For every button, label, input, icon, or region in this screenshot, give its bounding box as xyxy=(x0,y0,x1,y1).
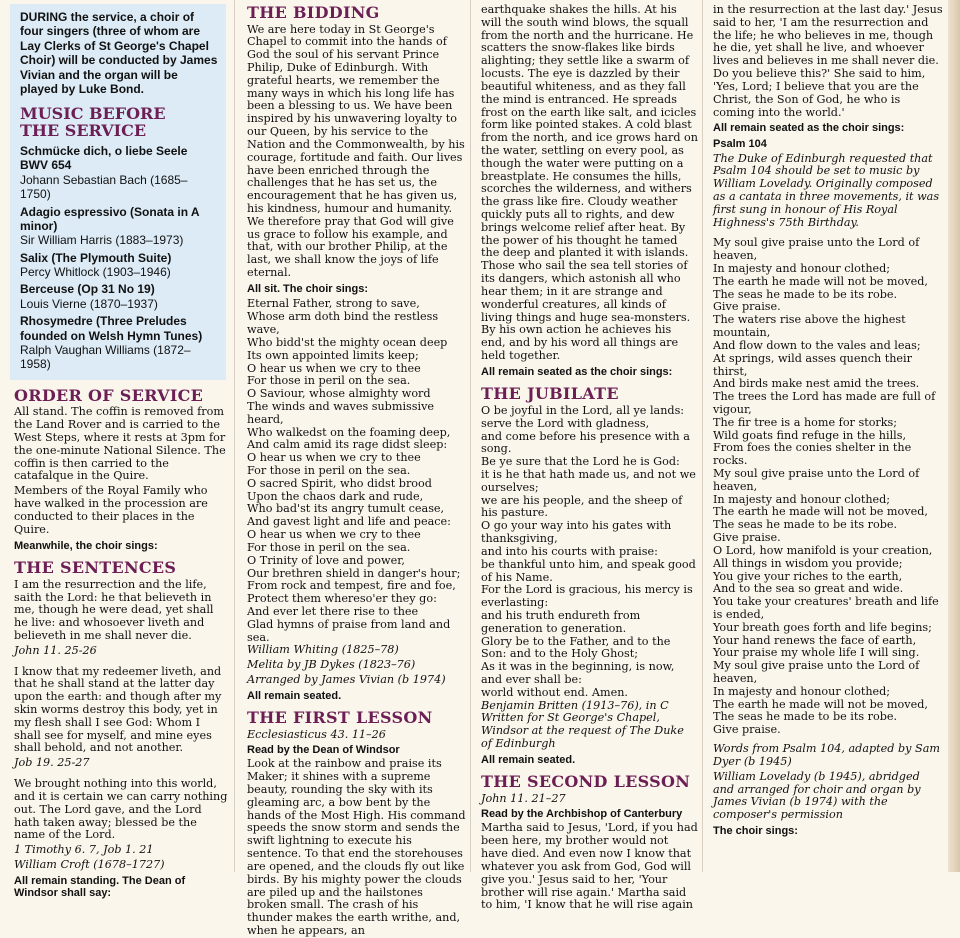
jubilate-line: and come before his presence with a song. xyxy=(481,429,690,456)
psalm-line: Wild goats find refuge in the hills, xyxy=(713,428,907,442)
music-before-heading xyxy=(20,106,218,140)
psalm-line: Your breath goes forth and life begins; xyxy=(713,620,932,634)
remain-seated-choir-rubric: All remain seated as the choir sings: xyxy=(481,365,673,378)
psalm-line: O Lord, how manifold is your creation, xyxy=(713,543,933,557)
hymn-line: Glad hymns of praise from land and sea. xyxy=(247,617,451,644)
piece-title: Schmücke dich, o liebe Seele BWV 654 xyxy=(20,143,188,173)
music-before-heading-line-1: MUSIC BEFORE xyxy=(20,104,166,124)
piece-composer: Johann Sebastian Bach (1685–1750) xyxy=(20,172,188,202)
psalm-line: You give your riches to the earth, xyxy=(713,569,903,583)
sentence-text: We brought nothing into this world, and it is certain we can carry nothing out. The Lord gave, and the Lord hath taken away; blessed be the name of the Lord. xyxy=(14,777,228,842)
hymn-line: Protect them whereso'er they go: xyxy=(247,592,437,606)
first-lesson-text: Look at the rainbow and praise its Maker; it shines with a supreme beauty, rounding the sky with its gleaming arc, a bow bent by the hands of the Most High. His command speeds the snow storm and sends the swift lightning to execute his sentence. To that end the storehouses are opened, and the clouds fly out like birds. By his mighty power the clouds are piled up and the hailstones broken small. The crash of his thunder makes the earth writhe, and, when he appears, an xyxy=(247,757,466,937)
jubilate-text xyxy=(481,405,698,700)
psalm-line: From foes the conies shelter in the rocks. xyxy=(713,441,912,468)
second-lesson-reader: Read by the Archbishop of Canterbury xyxy=(481,807,683,820)
second-lesson-continued: in the resurrection at the last day.' Jesus said to her, 'I am the resurrection and the life; he who believes in me, though he die, yet shall he live, and whoever lives and believes in me shall never die. Do you believe this?' She said to him, 'Yes, Lord; I believe that you are the Christ, the Son of God, he who is coming into the world.' xyxy=(713,3,943,119)
hymn-line: For those in peril on the sea. xyxy=(247,374,411,388)
hymn-credit: Melita by JB Dykes (1823–76) xyxy=(247,658,416,672)
sentence-text: I know that my redeemer liveth, and that he shall stand at the latter day upon the earth: and though after my skin worms destroy this body, yet in my flesh shall I see God: Whom I shall see for myself, and mine eyes shall behold, and not another. xyxy=(14,664,222,755)
sentence-text: I am the resurrection and the life, saith the Lord: he that believeth in me, though he were dead, yet shall he live: and whosoever liveth and believeth in me shall never die. xyxy=(14,577,214,642)
second-lesson-heading: THE SECOND LESSON xyxy=(481,772,691,792)
sentences-heading: THE SENTENCES xyxy=(14,558,177,578)
hymn-line: O hear us when we cry to thee xyxy=(247,361,421,375)
jubilate-heading: THE JUBILATE xyxy=(481,384,619,404)
hymn-line: O hear us when we cry to thee xyxy=(247,528,421,542)
hymn-line: And ever let there rise to thee xyxy=(247,604,419,618)
first-lesson-reference: Ecclesiasticus 43. 11–26 xyxy=(247,728,386,741)
piece-composer: Louis Vierne (1870–1937) xyxy=(20,296,158,311)
remain-standing-rubric: All remain standing. The Dean of Windsor shall say: xyxy=(14,874,186,900)
hymn-line: Upon the chaos dark and rude, xyxy=(247,489,424,503)
hymn-line: Who walkedst on the foaming deep, xyxy=(247,425,451,439)
psalm-line: The seas he made to be its robe. xyxy=(713,287,898,301)
music-before-heading-line-2: THE SERVICE xyxy=(20,121,147,141)
psalm-line: My soul give praise unto the Lord of heaven, xyxy=(713,467,920,493)
sit-choir-rubric: All sit. The choir sings: xyxy=(247,282,369,295)
psalm-credit: Words from Psalm 104, adapted by Sam Dyer (b 1945) xyxy=(713,742,940,768)
psalm-line: The seas he made to be its robe. xyxy=(713,518,898,532)
jubilate-line: For the Lord is gracious, his mercy is everlasting: xyxy=(481,583,693,610)
music-piece xyxy=(20,144,218,202)
jubilate-credit: Benjamin Britten (1913–76), in C Written for St George's Chapel, Windsor at the request of The Duke of Edinburgh xyxy=(481,698,684,751)
jubilate-line: O go your way into his gates with thanksgiving, xyxy=(481,519,672,546)
sentence-reference: Job 19. 25-27 xyxy=(14,756,90,770)
psalm-line: Your praise my whole life I will sing. xyxy=(713,646,920,660)
hymn-line: Eternal Father, strong to save, xyxy=(247,297,420,311)
sentence-reference: John 11. 25-26 xyxy=(14,643,97,657)
piece-title: Adagio espressivo (Sonata in A minor) xyxy=(20,204,200,233)
psalm-line: Give praise. xyxy=(713,723,781,737)
psalm-line: The earth he made will not be moved, xyxy=(713,505,928,519)
jubilate-line: serve the Lord with gladness, xyxy=(481,416,650,430)
piece-composer: Sir William Harris (1883–1973) xyxy=(20,233,184,248)
music-piece xyxy=(20,205,218,248)
meanwhile-rubric: Meanwhile, the choir sings: xyxy=(14,539,158,552)
order-of-service-heading: ORDER OF SERVICE xyxy=(14,385,204,405)
remain-seated-rubric: All remain seated. xyxy=(481,753,576,766)
first-lesson-reader: Read by the Dean of Windsor xyxy=(247,743,400,756)
hymn-line: Who bad'st its angry tumult cease, xyxy=(247,502,445,516)
column-2 xyxy=(234,0,470,937)
hymn-line: O sacred Spirit, who didst brood xyxy=(247,476,432,490)
jubilate-line: and his truth endureth from generation to generation. xyxy=(481,608,641,635)
hymn-line: Its own appointed limits keep; xyxy=(247,348,419,362)
psalm-line: My soul give praise unto the Lord of heaven, xyxy=(713,236,920,263)
hymn-line: Whose arm doth bind the restless wave, xyxy=(247,310,439,337)
column-4 xyxy=(702,0,948,872)
hymn-line: Our brethren shield in danger's hour; xyxy=(247,566,461,580)
hymn-line: For those in peril on the sea. xyxy=(247,464,411,477)
psalm-line: Give praise. xyxy=(713,300,781,314)
bidding-heading: THE BIDDING xyxy=(247,3,380,22)
hymn-line: And calm amid its rage didst sleep: xyxy=(247,438,448,452)
jubilate-line: Glory be to the Father, and to the Son: and to the Holy Ghost; xyxy=(481,634,671,661)
hymn-line: O Saviour, whose almighty word xyxy=(247,387,431,401)
psalm-line: The earth he made will not be moved, xyxy=(713,274,928,288)
piece-title: Salix (The Plymouth Suite) xyxy=(20,250,172,265)
psalm-line: At springs, wild asses quench their thirst, xyxy=(713,351,912,378)
psalm-line: The seas he made to be its robe. xyxy=(713,710,898,724)
jubilate-line: it is he that hath made us, and not we ourselves; xyxy=(481,468,696,494)
music-piece xyxy=(20,282,218,311)
psalm-line: The fir tree is a home for storks; xyxy=(713,415,898,429)
psalm-line: In majesty and honour clothed; xyxy=(713,262,891,275)
sentence-composer: William Croft (1678–1727) xyxy=(14,857,165,871)
remain-seated-rubric: All remain seated. xyxy=(247,689,342,702)
first-lesson-heading: THE FIRST LESSON xyxy=(247,708,433,728)
music-before-service-box xyxy=(10,4,226,380)
music-piece xyxy=(20,314,218,372)
hymn-line: O Trinity of love and power, xyxy=(247,553,405,567)
psalm-credit: William Lovelady (b 1945), abridged and arranged for choir and organ by James Vivian (b 1974) with the composer's permission xyxy=(713,769,921,822)
column-1 xyxy=(0,0,234,900)
second-lesson-reference: John 11. 21–27 xyxy=(481,792,566,806)
psalm-line: Your hand renews the face of earth, xyxy=(713,633,917,647)
jubilate-line: Be ye sure that the Lord he is God: xyxy=(481,455,680,469)
hymn-credit: Arranged by James Vivian (b 1974) xyxy=(247,673,446,686)
jubilate-line: and into his courts with praise: xyxy=(481,544,658,558)
psalm-line: And to the sea so great and wide. xyxy=(713,582,904,596)
column-3 xyxy=(470,0,702,912)
hymn-line: And gavest light and life and peace: xyxy=(247,515,451,529)
hymn-line: Who bidd'st the mighty ocean deep xyxy=(247,335,448,349)
psalm-line: My soul give praise unto the Lord of heaven, xyxy=(713,659,920,685)
jubilate-line: we are his people, and the sheep of his pasture. xyxy=(481,493,683,520)
psalm-line: The trees the Lord has made are full of vigour, xyxy=(713,390,936,416)
piece-composer: Ralph Vaughan Williams (1872–1958) xyxy=(20,343,191,372)
psalm-line: And flow down to the vales and leas; xyxy=(713,338,921,352)
music-piece xyxy=(20,251,218,280)
psalm-line: And birds make nest amid the trees. xyxy=(713,377,920,391)
psalm-line: You take your creatures' breath and life is ended, xyxy=(713,595,939,621)
second-lesson-text: Martha said to Jesus, 'Lord, if you had been here, my brother would not have died. And even now I know that whatever you ask from God, God will give you.' Jesus said to her, 'Your brother will rise again.' Martha said to him, 'I know that he will rise again xyxy=(481,821,698,912)
hymn-line: For those in peril on the sea. xyxy=(247,540,411,554)
piece-title: Rhosymedre (Three Preludes founded on Welsh Hymn Tunes) xyxy=(20,314,203,343)
psalm-line: All things in wisdom you provide; xyxy=(713,556,903,570)
choir-sings-rubric: The choir sings: xyxy=(713,824,798,837)
sentence-reference: 1 Timothy 6. 7, Job 1. 21 xyxy=(14,843,154,857)
page-edge xyxy=(948,0,960,872)
piece-title: Berceuse (Op 31 No 19) xyxy=(20,282,155,297)
psalm-line: The earth he made will not be moved, xyxy=(713,697,928,711)
jubilate-line: As it was in the beginning, is now, and ever shall be: xyxy=(481,660,675,686)
jubilate-line: O be joyful in the Lord, all ye lands: xyxy=(481,403,685,417)
piece-composer: Percy Whitlock (1903–1946) xyxy=(20,265,171,280)
psalm-note: The Duke of Edinburgh requested that Psalm 104 should be set to music by William Lovelady. Originally composed as a cantata in three movements, it was first sung in honour of His Royal Highness's 75th Birthday. xyxy=(713,151,940,229)
bidding-text: We are here today in St George's Chapel to commit into the hands of God the soul of his servant Prince Philip, Duke of Edinburgh. With grateful hearts, we remember the many ways in which his long life has been a blessing to us. We have been inspired by his unwavering loyalty to our Queen, by his service to the Nation and the Commonwealth, by his courage, fortitude and faith. Our lives have been enriched through the challenges that he has set us, the encouragement that he has given us, his kindness, humour and humanity. We therefore pray that God will give us grace to follow his example, and that, with our brother Philip, at the last, we shall know the joys of life eternal. xyxy=(247,22,465,280)
psalm-title: Psalm 104 xyxy=(713,137,767,150)
first-lesson-continued: earthquake shakes the hills. At his will the south wind blows, the squall from the north and the hurricane. He scatters the snow-flakes like birds alighting; they settle like a swarm of locusts. The eye is dazzled by their beautiful whiteness, and as they fall the mind is entranced. He spreads frost on the earth like salt, and icicles form like pointed stakes. A cold blast from the north, and ice grows hard on the water, settling on every pool, as though the water were putting on a breastplate. He consumes the hills, scorches the wilderness, and withers the grass like fire. Cloudy weather quickly puts all to rights, and dew brings welcome relief after heat. By the power of his thought he tamed the deep and planted it with islands. Those who sail the sea tell stories of its dangers, which astonish all who hear them; in it are strange and wonderful creatures, all kinds of living things and huge sea-monsters. By his own action he achieves his end, and by his word all things are held together. xyxy=(481,3,698,362)
jubilate-line: world without end. Amen. xyxy=(481,685,628,699)
psalm-text xyxy=(713,237,944,737)
hymn-line: The winds and waves submissive heard, xyxy=(247,399,435,426)
order-text-2: Members of the Royal Family who have walked in the procession are conducted to their places in the Quire. xyxy=(14,484,208,536)
psalm-line: In majesty and honour clothed; xyxy=(713,684,891,698)
hymn-text xyxy=(247,298,466,644)
remain-seated-choir-rubric: All remain seated as the choir sings: xyxy=(713,122,905,135)
order-text: All stand. The coffin is removed from the Land Rover and is carried to the West Steps, where it rests at 3pm for the one-minute National Silence. The coffin is then carried to the catafalque in the Quire. xyxy=(14,405,226,483)
psalm-line: The waters rise above the highest mountain, xyxy=(713,313,906,340)
hymn-line: O hear us when we cry to thee xyxy=(247,451,421,465)
hymn-line: From rock and tempest, fire and foe, xyxy=(247,579,456,593)
psalm-line: In majesty and honour clothed; xyxy=(713,492,891,506)
hymn-credit: William Whiting (1825–78) xyxy=(247,643,399,657)
psalm-line: Give praise. xyxy=(713,531,781,545)
choir-intro: DURING the service, a choir of four singers (three of whom are Lay Clerks of St George's Chapel Choir) will be conducted by James Vivian and the organ will be played by Luke Bond. xyxy=(20,10,218,96)
jubilate-line: be thankful unto him, and speak good of his Name. xyxy=(481,557,696,584)
